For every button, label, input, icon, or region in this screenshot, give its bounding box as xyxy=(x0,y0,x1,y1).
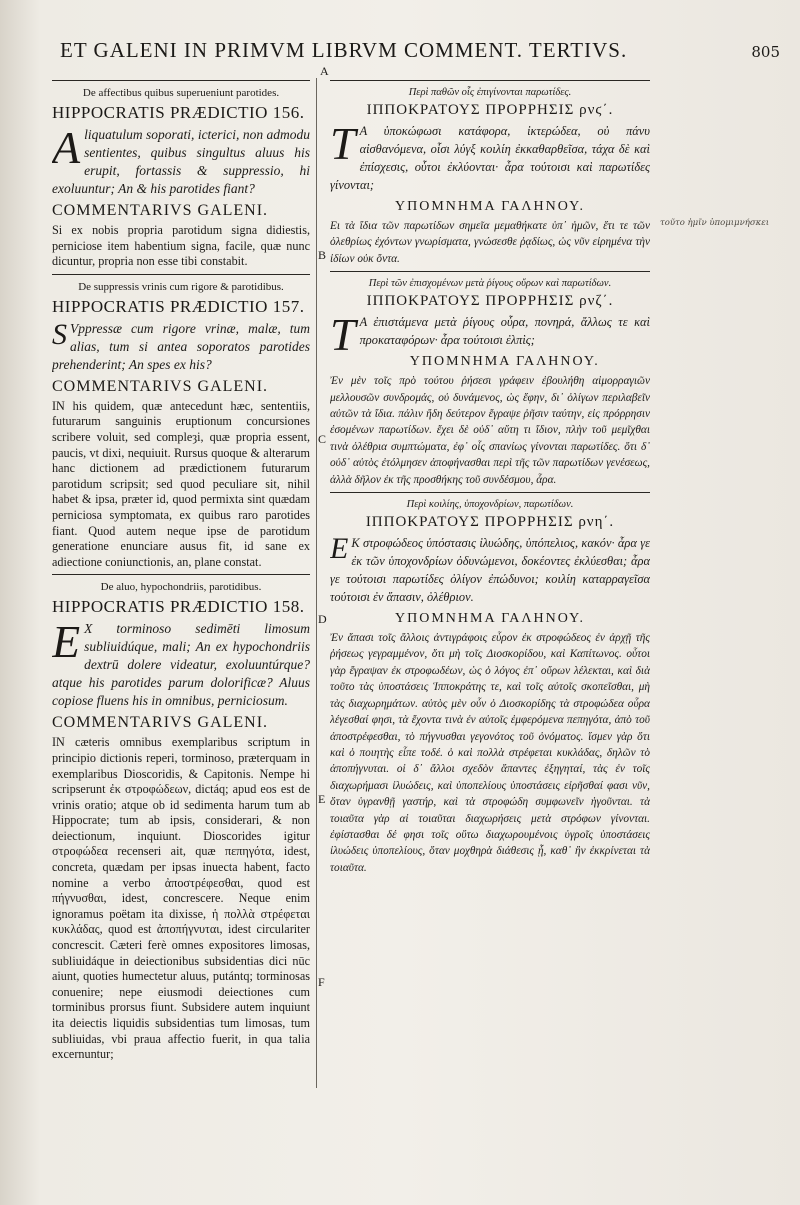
greek-section-156 xyxy=(330,87,650,267)
lemma-heading: ΙΠΠΟΚΡΑΤΟΥΣ ΠΡΟΡΡΗΣΙΣ ρνϛ΄. xyxy=(366,102,614,118)
commentary-text: Ἐν μὲν τοῖς πρὸ τούτου ῥήσεσι γράφειν ἐβουλήθη αἱμορραγιῶν μελλουσῶν συνδρομάς, οὐ δυνάμενος, ὡς ἔφην, δι᾽ ὀλίγων περιλαβεῖν αὐτῶν τὰ ἴδια. πάλιν ἤδη δεύτερον ἔγραψε ῥῆσιν ταύτην, εἰς πρόρρησιν ἐσομένων παρωτίδων. ἔχει δὲ οὐδ᾽ αὕτη τι ἴδιον, πλὴν τοῦ μεμῖχθαι τινὰ ὀλέθρια συμπτώματα, ἐφ᾽ οἷς σπανίως γίνονται παρωτίδες. ὅτι δ᾽ οὐδ᾽ αὐτὸς ἐτόλμησεν ἀποφήνασθαι περὶ τῆς τῶν παρωτίδων γενέσεως, ἀλλὰ δῆλον ἐκ τῆς προσθήκης τοῦ συνδέσμου, ἆρα. xyxy=(330,375,650,486)
commentary-heading: COMMENTARIVS GALENI. xyxy=(52,377,269,395)
latin-section-156 xyxy=(52,87,310,270)
latin-section-158 xyxy=(52,581,310,1062)
lemma-text xyxy=(52,616,310,710)
lemma-body: Α ὑποκώφωσι κατάφορα, ἰκτερώδεα, οὐ πάνυ αἰσθανόμενα, οἷσι λύγξ κοιλίη ἐκκαθαρθεῖσα, τάχα δὲ καὶ ἐπίσχεσις, οὗτοι ἐκλύονται· ἆρα τούτοισι καὶ παρωτίδες γίνονται; xyxy=(330,124,650,192)
greek-section-157 xyxy=(330,278,650,488)
lemma-text xyxy=(330,534,650,606)
commentary-text: Ει τὰ ἴδια τῶν παρωτίδων σημεῖα μεμαθήκατε ὑπ᾽ ἡμῶν, ἔτι τε τῶν ὀλεθρίως ἐχόντων γνωρίσματα, γνώσεσθε ῥᾳδίως, ὡς νῦν εἰρημένα τὴν ἰδίων οὐκ ὄντα. xyxy=(330,220,650,265)
lemma-body: Vppressæ cum rigore vrinæ, malæ, tum alias, tum si antea soporatos parotides prehenderint; An spes ex his? xyxy=(52,320,310,372)
section-rule xyxy=(52,574,310,575)
running-header xyxy=(60,38,780,66)
margin-letter-e: E xyxy=(318,792,326,806)
drop-cap: Τ xyxy=(330,309,356,361)
latin-column xyxy=(52,78,310,1078)
latin-section-157 xyxy=(52,281,310,571)
margin-letter-d: D xyxy=(318,612,327,626)
margin-letter-f: F xyxy=(318,975,325,989)
commentary-heading: COMMENTARIVS GALENI. xyxy=(52,202,269,219)
greek-column xyxy=(330,78,650,1088)
section-rubric: Περὶ τῶν ἐπισχομένων μετὰ ῥίγους οὔρων καὶ παρωτίδων. xyxy=(368,278,612,290)
lemma-heading: HIPPOCRATIS PRÆDICTIO 157. xyxy=(52,296,305,316)
page-number: 805 xyxy=(751,43,780,61)
section-rubric: De aluo, hypochondriis, parotidibus. xyxy=(100,581,262,594)
greek-section-158 xyxy=(330,499,650,876)
commentary-heading: ΥΠΟΜΝΗΜΑ ΓΑΛΗΝΟΥ. xyxy=(395,199,585,214)
margin-letter-b: B xyxy=(318,248,327,262)
section-rubric: Περὶ παθῶν οἷς ἐπιγίνονται παρωτίδες. xyxy=(408,87,572,98)
section-rubric: Περὶ κοιλίης, ὑποχονδρίων, παρωτίδων. xyxy=(406,499,574,511)
lemma-body: liquatulum soporati, icterici, non admodu sentientes, quibus singultus aluus his erupit, fortassis & suppressio, hi exoluuntur; An & his parotides fiant? xyxy=(52,127,310,196)
margin-letter-a: A xyxy=(320,64,329,78)
marginal-annotation: τοῦτο ἡμῖν ὑπομιμνήσκει xyxy=(660,218,770,228)
lemma-text xyxy=(52,317,310,374)
section-rubric: De affectibus quibus superueniunt parotides. xyxy=(82,87,280,99)
lemma-heading: ΙΠΠΟΚΡΑΤΟΥΣ ΠΡΟΡΡΗΣΙΣ ρνζ΄. xyxy=(366,293,614,310)
section-rubric: De suppressis vrinis cum rigore & parotidibus. xyxy=(78,280,284,293)
commentary-text: Si ex nobis propria parotidum signa didiestis, perniciose item habentium signa, facile, quæ nunc dicuntur, propria non esse tibi constabit. xyxy=(52,223,310,269)
drop-cap: S xyxy=(52,317,67,351)
commentary-heading: ΥΠΟΜΝΗΜΑ ΓΑΛΗΝΟΥ. xyxy=(409,354,600,370)
section-rule xyxy=(52,274,310,275)
lemma-text xyxy=(330,118,650,194)
column-divider xyxy=(316,78,317,1088)
commentary-text: IN cæteris omnibus exemplaribus scriptum in principio dictionis reperi, torminoso, præterquam in exemplaribus Dioscoridis, & Capitonis. Nempe hi scripserunt ἐκ στροφώδεων, dictáq; apud eos est de vrinis oratio; atque ob id sedimenta harum tum ab Hippocrate; tum ab ipsis, considerari, & non deiectionum, inquiunt. Dioscorides igitur στροφώδεα recenseri ait, quæ πεπηγότα, idest, concreta, quædam per ipsas inuecta habent, facto nomine a verbo ἀποστρέφεσθαι, quod est πήγνυσθαι, idest, concrescere. Neque enim ignoramus poëtam ita dixisse, ἡ πολλὰ στρέφεται κυκλάδας, quod est ἀποπήγνυται, idest circulariter concrescit. Cæteri ferè omnes expositores limosas, subliuidáque in deiectionibus subsidentias dici nūc aiunt, quoties humectetur aluus, putántq; torminosas conuenire; nepe eiusmodi deiectiones cum torminibus prorsus fiunt. Subsidere autem inquiunt ita deiectis liquidis subsidentias tum limosas, tum subliuidas, vbi praua affectio fuerit, in qua talia excernuntur; xyxy=(52,735,310,1062)
drop-cap: A xyxy=(52,122,81,173)
section-rule xyxy=(330,492,650,493)
drop-cap: Τ xyxy=(330,118,356,169)
commentary-heading: COMMENTARIVS GALENI. xyxy=(52,714,269,732)
lemma-text xyxy=(52,122,310,198)
margin-letter-c: C xyxy=(318,432,327,446)
section-rule xyxy=(330,271,650,272)
lemma-body: Κ στροφώδεος ὑπόστασις ἰλυώδης, ὑπόπελιος, κακόν· ἆρα γε ἐκ τῶν ὑποχονδρίων ὀδυνώμενοι, δοκέοντες ἐκλύεσθαι; ἆρα γε τούτοισι παρωτίδες ὀλίγον ἐπώδυνοι; κοιλίη καταρραγεῖσα τούτοισι ἐν ἅπασιν, ὀλέθριον. xyxy=(330,536,650,605)
commentary-text: IN his quidem, quæ antecedunt hæc, sententiis, futurarum sanguinis eruptionum concursiones scribere voluit, sed compleȝi, quæ propria essent, paucis, vt dixi, nequiuit. Rursus quoque & alterarum hanc dictionem ad prædictionem futurarum parotidum scripsit; sed quod peculiare sit, nihil habet & ipsa, præter id, quod permixta sint quædam perniciosa symptomata, ex quibus raro parotides fiant. Quod autem neque ipse de parotidum generatione enunciare ausus fit, id sane ex adiectione coniunctionis, an, plane constat. xyxy=(52,398,310,569)
header-rule xyxy=(52,80,310,81)
commentary-text: Ἐν ἅπασι τοῖς ἄλλοις ἀντιγράφοις εὗρον ἐκ στροφώδεος ἐν ἀρχῇ τῆς ῥήσεως γεγραμμένον, ὅτι μὴ τοῖς Διοσκορίδου, καὶ Καπίτωνος. οὗτοι γὰρ ἔγραψαν ἐκ στροφωδέων, ὡς ὁ λόγος ἐπ᾽ οὔρων λέλεκται, καὶ διὰ τοῦτο τὰς ὑποστάσεις Ἱπποκράτης τε, καὶ τοῖς αὐτοῖς σκοπεῖσθαι, μὴ τὰς διαχωρημάτων. αὐτὸς μὲν οὖν ὁ Διοσκορίδης τὰ στροφώδεα οὖρα λέγεσθαί φησι, τὰ ἔχοντα τινὰ ἐν αὐτοῖς ἐμφερόμενα πεπηγότα, ἀπὸ τοῦ ἀποστρέφεσθαι, τὸ πήγνυσθαι γεγονότος τοῦ ὀνόματος. ἴσμεν γὰρ ὅτι καὶ ὁ ποιητὴς εἶπε τοδέ. ὁ καὶ πολλὰ στρέφεται κυκλάδας, δηλῶν τὸ ἀποπήγνυται. οἱ δ᾽ ἄλλοι σχεδὸν ἅπαντες ἐξηγηταί, τὰς ἐν τοῖς διαχωρήμασι ἰλυώδεις, καὶ ὑποπελίους ὑποστάσεις εἰρῆσθαί φασι νῦν, ὅταν ὑγρανθῇ γαστήρ, καὶ τὰ στροφώδη συμφωνεῖν ἡγοῦνται. τὰ τοιαῦτα γὰρ αἱ τοιαῦται διαχωρήσεις μετὰ στρόφων γίνονται. ἐφίστασθαι δέ φησι τοῖς οὕτω διαχωρουμένοις ὑγροῖς ὑποστάσεις ἰλυώδεις ὑποπελίους, ὅταν μοχθηρὰ διάθεσις ᾖ, καθ᾽ ἣν ἐκκρίνεται τὰ τοιαῦτα. xyxy=(330,632,650,874)
running-title: ET GALENI IN PRIMVM LIBRVM COMMENT. TERTIVS. xyxy=(60,38,628,62)
lemma-heading: HIPPOCRATIS PRÆDICTIO 158. xyxy=(52,597,305,617)
lemma-text xyxy=(330,309,650,361)
drop-cap: Ε xyxy=(330,532,349,566)
drop-cap: E xyxy=(52,616,81,668)
lemma-heading: ΙΠΠΟΚΡΑΤΟΥΣ ΠΡΟΡΡΗΣΙΣ ρνη΄. xyxy=(365,514,615,531)
header-rule xyxy=(330,80,650,81)
lemma-heading: HIPPOCRATIS PRÆDICTIO 156. xyxy=(52,103,305,122)
lemma-body: Α ἐπιστάμενα μετὰ ῥίγους οὖρα, πονηρά, ἄλλως τε καὶ προκαταφόρων· ἆρα τούτοισι ἐλπὶς; xyxy=(359,315,650,348)
commentary-heading: ΥΠΟΜΝΗΜΑ ΓΑΛΗΝΟΥ. xyxy=(395,611,585,627)
lemma-body: X torminoso sedimēti limosum subliuidúque, mali; An ex hypochondriis dextrū dolere videatur, exoluuntúrque? atque his parotides parum dolorificæ? Aluus copiose fluens his in omnibus, perniciosum. xyxy=(52,621,310,709)
